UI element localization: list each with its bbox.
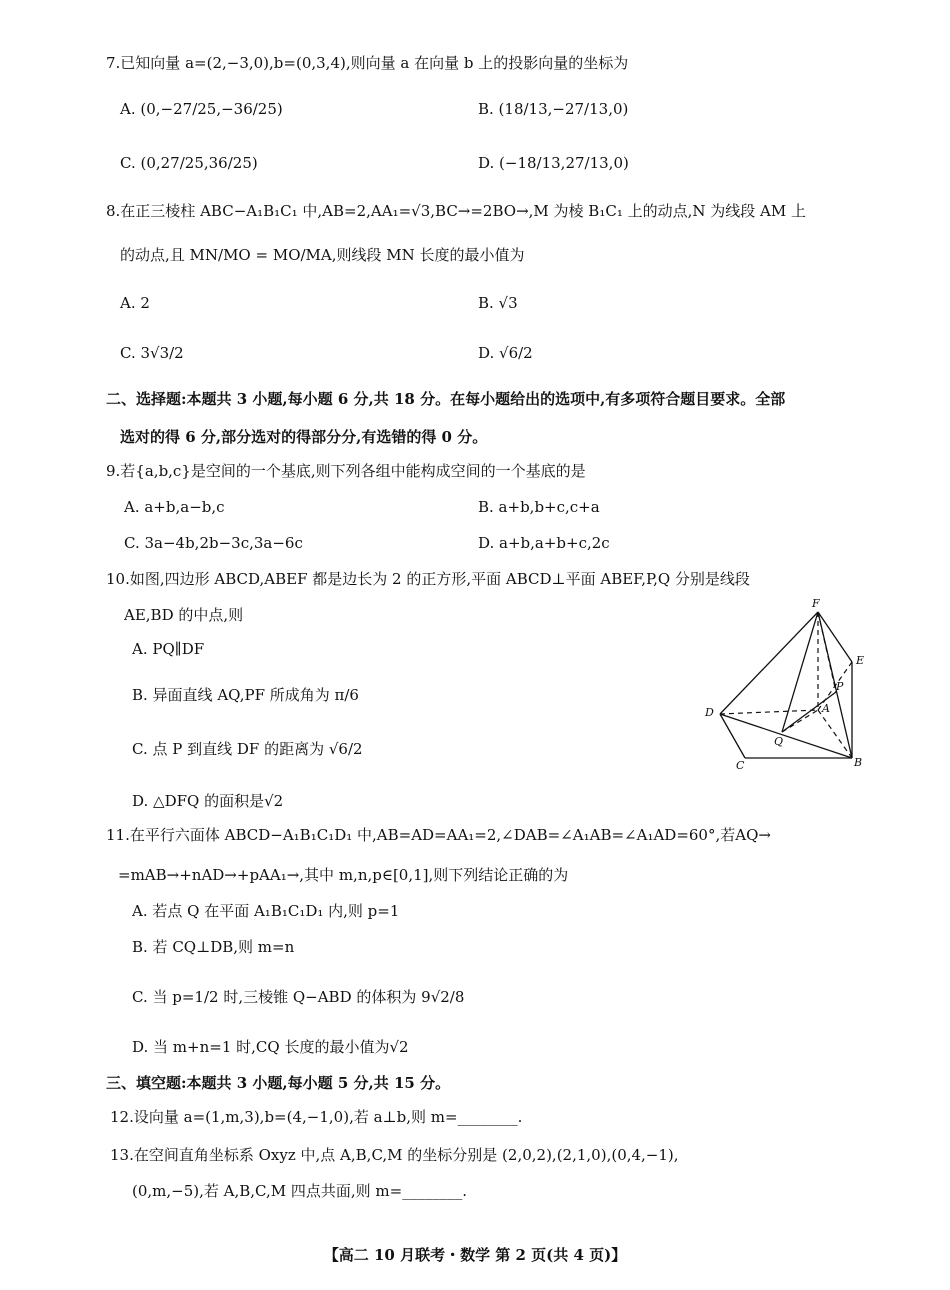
- q10-option-b: B. 异面直线 AQ,PF 所成角为 π/6: [132, 686, 359, 704]
- q8-option-a: A. 2: [120, 294, 150, 312]
- q11-option-a: A. 若点 Q 在平面 A₁B₁C₁D₁ 内,则 p=1: [132, 902, 400, 920]
- label-q: Q: [774, 735, 784, 748]
- q13-stem-line2: (0,m,−5),若 A,B,C,M 四点共面,则 m=________.: [132, 1182, 467, 1200]
- q9-option-d: D. a+b,a+b+c,2c: [478, 534, 610, 552]
- q7-option-b: B. (18/13,−27/13,0): [478, 100, 629, 118]
- q8-option-d: D. √6/2: [478, 344, 533, 362]
- label-b: B: [854, 756, 863, 769]
- edge-fe: [818, 612, 852, 662]
- q9-option-c: C. 3a−4b,2b−3c,3a−6c: [124, 534, 303, 552]
- q9-option-a: A. a+b,a−b,c: [124, 498, 225, 516]
- q8-option-b: B. √3: [478, 294, 518, 312]
- section2-heading-line1: 二、选择题:本题共 3 小题,每小题 6 分,共 18 分。在每小题给出的选项中,有多项符合题目要求。全部: [106, 390, 786, 408]
- q11-option-b: B. 若 CQ⊥DB,则 m=n: [132, 938, 295, 956]
- section3-heading: 三、填空题:本题共 3 小题,每小题 5 分,共 15 分。: [106, 1074, 451, 1092]
- q8-stem-line2: 的动点,且 MN/MO = MO/MA,则线段 MN 长度的最小值为: [120, 246, 525, 264]
- q7-stem: 7.已知向量 a=(2,−3,0),b=(0,3,4),则向量 a 在向量 b 上的投影向量的坐标为: [106, 54, 629, 72]
- q11-option-c: C. 当 p=1/2 时,三棱锥 Q−ABD 的体积为 9√2/8: [132, 988, 465, 1006]
- q10-stem-line2: AE,BD 的中点,则: [124, 606, 244, 624]
- q8-option-c: C. 3√3/2: [120, 344, 184, 362]
- label-p: P: [836, 680, 844, 693]
- q7-option-d: D. (−18/13,27/13,0): [478, 154, 629, 172]
- q8-stem-line1: 8.在正三棱柱 ABC−A₁B₁C₁ 中,AB=2,AA₁=√3,BC→=2BO→,M 为棱 B₁C₁ 上的动点,N 为线段 AM 上: [106, 202, 806, 220]
- label-a: A: [822, 702, 830, 715]
- q10-option-c: C. 点 P 到直线 DF 的距离为 √6/2: [132, 740, 363, 758]
- label-d: D: [705, 706, 714, 719]
- q9-option-b: B. a+b,b+c,c+a: [478, 498, 600, 516]
- q11-stem-line2: =mAB→+nAD→+pAA₁→,其中 m,n,p∈[0,1],则下列结论正确的为: [118, 866, 569, 884]
- section2-heading-line2: 选对的得 6 分,部分选对的得部分分,有选错的得 0 分。: [120, 428, 488, 446]
- label-c: C: [736, 759, 745, 772]
- q11-option-d: D. 当 m+n=1 时,CQ 长度的最小值为√2: [132, 1038, 409, 1056]
- q10-geometry-figure: [690, 592, 880, 777]
- q10-option-d: D. △DFQ 的面积是√2: [132, 792, 284, 810]
- page-footer: 【高二 10 月联考・数学 第 2 页(共 4 页)】: [323, 1246, 627, 1264]
- q10-stem-line1: 10.如图,四边形 ABCD,ABEF 都是边长为 2 的正方形,平面 ABCD⊥平面 ABEF,P,Q 分别是线段: [106, 570, 750, 588]
- q9-stem: 9.若{a,b,c}是空间的一个基底,则下列各组中能构成空间的一个基底的是: [106, 462, 586, 480]
- label-f: F: [812, 597, 820, 610]
- label-e: E: [856, 654, 865, 667]
- q10-option-a: A. PQ∥DF: [132, 640, 205, 658]
- q11-stem-line1: 11.在平行六面体 ABCD−A₁B₁C₁D₁ 中,AB=AD=AA₁=2,∠DAB=∠A₁AB=∠A₁AD=60°,若AQ→: [106, 826, 771, 844]
- q7-option-a: A. (0,−27/25,−36/25): [120, 100, 283, 118]
- edge-da: [720, 710, 818, 714]
- q12-stem: 12.设向量 a=(1,m,3),b=(4,−1,0),若 a⊥b,则 m=________.: [110, 1108, 523, 1126]
- q13-stem-line1: 13.在空间直角坐标系 Oxyz 中,点 A,B,C,M 的坐标分别是 (2,0,2),(2,1,0),(0,4,−1),: [110, 1146, 679, 1164]
- q7-option-c: C. (0,27/25,36/25): [120, 154, 258, 172]
